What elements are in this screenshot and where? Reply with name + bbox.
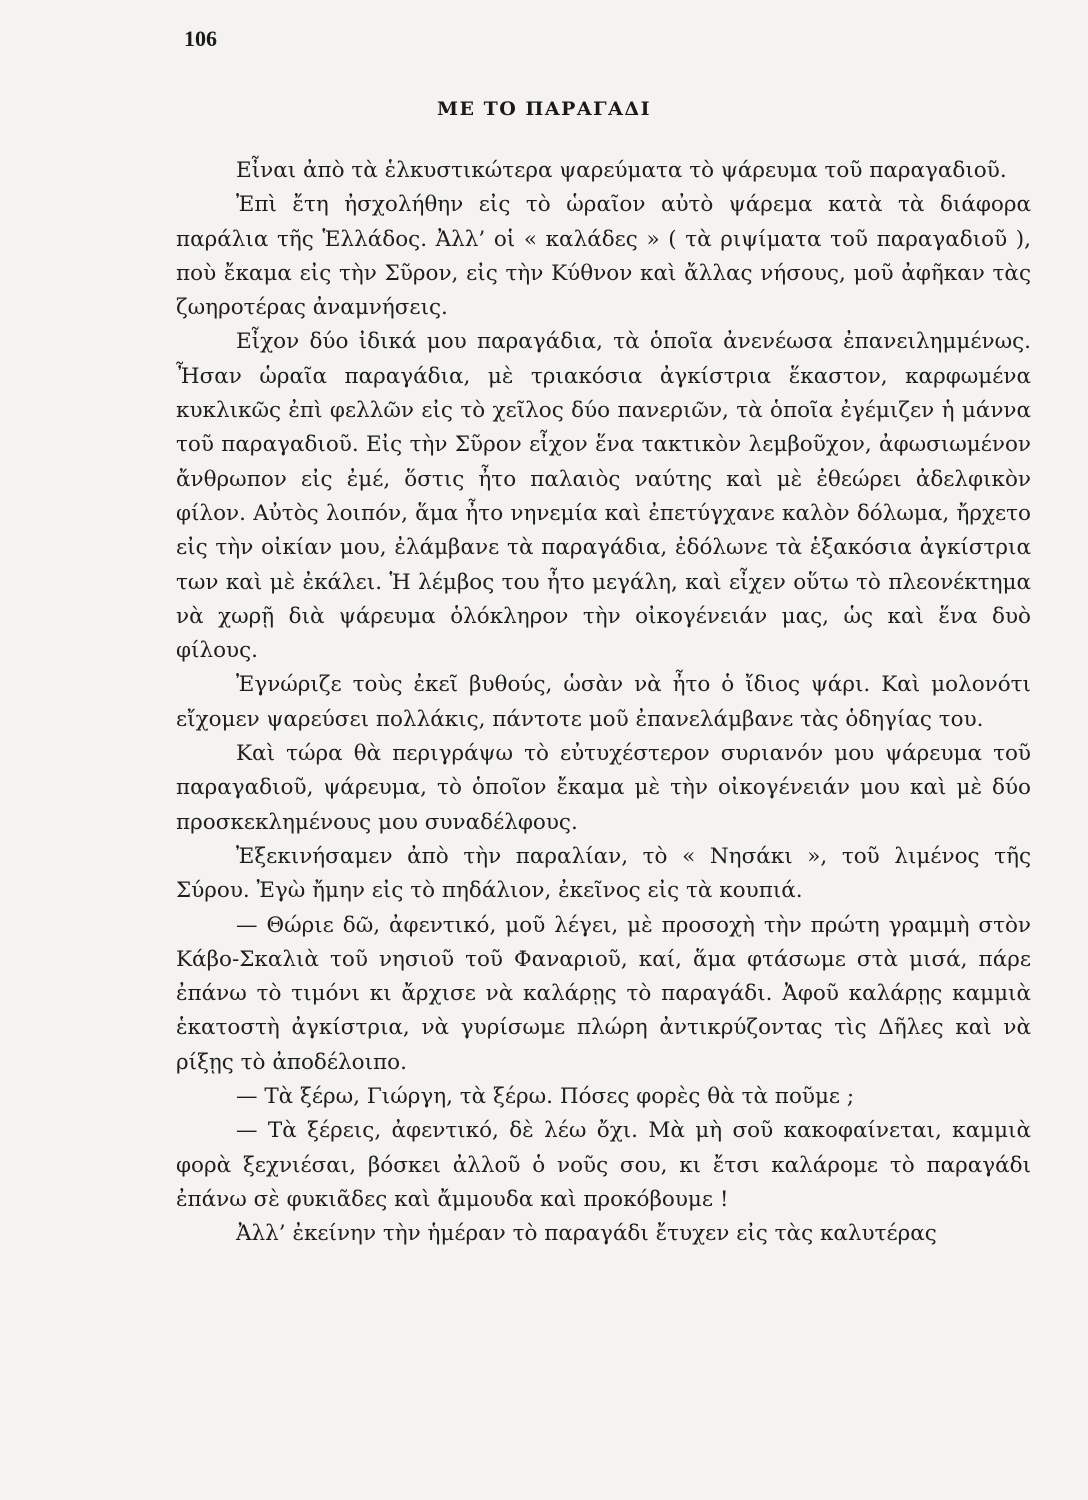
paragraph: — Τὰ ξέρω, Γιώργη, τὰ ξέρω. Πόσες φορὲς θὰ τὰ ποῦμε ;: [236, 1084, 855, 1110]
chapter-title: ΜΕ ΤΟ ΠΑΡΑΓΑΔΙ: [436, 98, 651, 120]
page-number: 106: [184, 26, 217, 51]
paragraph: — Τὰ ξέρεις, ἀφεντικό, δὲ λέω ὄχι. Μὰ μὴ σοῦ κακοφαίνεται, καμμιὰ φορὰ ξεχνιέσαι, βόσκει ἀλλοῦ ὁ νοῦς σου, κι ἔτσι καλάρομε τὸ παραγάδι ἐπάνω σὲ φυκιᾶδες καὶ ἄμμουδα καὶ προκόβουμε !: [176, 1118, 1031, 1212]
paragraph: Εἶχον δύο ἰδικά μου παραγάδια, τὰ ὁποῖα ἀνενέωσα ἐπανειλημμένως. Ἦσαν ὡραῖα παραγάδια, μὲ τριακόσια ἀγκίστρια ἕκαστον, καρφωμένα κυκλικῶς ἐπὶ φελλῶν εἰς τὸ χεῖλος δύο πανεριῶν, τὰ ὁποῖα ἐγέμιζεν ἡ μάννα τοῦ παραγαδιοῦ. Εἰς τὴν Σῦρον εἶχον ἕνα τακτικὸν λεμβοῦχον, ἀφωσιωμένον ἄνθρωπον εἰς ἐμέ, ὅστις ἦτο παλαιὸς ναύτης καὶ μὲ ἐθεώρει ἀδελφικὸν φίλον. Αὐτὸς λοιπόν, ἅμα ἦτο νηνεμία καὶ ἐπετύγχανε καλὸν δόλωμα, ἤρχετο εἰς τὴν οἰκίαν μου, ἐλάμβανε τὰ παραγάδια, ἐδόλωνε τὰ ἑξακόσια ἀγκίστρια των καὶ μὲ ἐκάλει. Ἡ λέμβος του ἦτο μεγάλη, καὶ εἶχεν οὕτω τὸ πλεονέκτημα νὰ χωρῇ διὰ ψάρευμα ὁλόκληρον τὴν οἰκογένειάν μας, ὡς καὶ ἕνα δυὸ φίλους.: [176, 329, 1031, 664]
paragraph: Ἐπὶ ἔτη ἠσχολήθην εἰς τὸ ὡραῖον αὐτὸ ψάρεμα κατὰ τὰ διάφορα παράλια τῆς Ἑλλάδος. Ἀλλ’ οἱ « καλάδες » ( τὰ ριψίματα τοῦ παραγαδιοῦ ), ποὺ ἔκαμα εἰς τὴν Σῦρον, εἰς τὴν Κύθνον καὶ ἄλλας νήσους, μοῦ ἀφῆκαν τὰς ζωηροτέρας ἀναμνήσεις.: [176, 192, 1031, 321]
paragraph: — Θώριε δῶ, ἀφεντικό, μοῦ λέγει, μὲ προσοχὴ τὴν πρώτη γραμμὴ στὸν Κάβο-Σκαλιὰ τοῦ νησιοῦ τοῦ Φαναριοῦ, καί, ἅμα φτάσωμε στὰ μισά, πάρε ἐπάνω τὸ τιμόνι κι ἄρχισε νὰ καλάρῃς τὸ παραγάδι. Ἀφοῦ καλάρῃς καμμιὰ ἑκατοστὴ ἀγκίστρια, νὰ γυρίσωμε πλώρη ἀντικρύζοντας τὶς Δῆλες καὶ νὰ ρίξῃς τὸ ἀποδέλοιπο.: [176, 912, 1031, 1075]
paragraph: Εἶναι ἀπὸ τὰ ἑλκυστικώτερα ψαρεύματα τὸ ψάρευμα τοῦ παραγαδιοῦ.: [236, 158, 1007, 183]
paragraph: Ἐγνώριζε τοὺς ἐκεῖ βυθούς, ὡσὰν νὰ ἦτο ὁ ἴδιος ψάρι. Καὶ μολονότι εἴχομεν ψαρεύσει πολλάκις, πάντοτε μοῦ ἐπανελάμβανε τὰς ὁδηγίας του.: [176, 672, 1031, 732]
paragraph: Καὶ τώρα θὰ περιγράψω τὸ εὐτυχέστερον συριανόν μου ψάρευμα τοῦ παραγαδιοῦ, ψάρευμα, τὸ ὁποῖον ἔκαμα μὲ τὴν οἰκογένειάν μου καὶ μὲ δύο προσκεκλημένους μου συναδέλφους.: [176, 741, 1031, 835]
paragraph: Ἀλλ’ ἐκείνην τὴν ἡμέραν τὸ παραγάδι ἔτυχεν εἰς τὰς καλυτέρας: [236, 1221, 937, 1247]
paragraph: Ἐξεκινήσαμεν ἀπὸ τὴν παραλίαν, τὸ « Νησάκι », τοῦ λιμένος τῆς Σύρου. Ἐγὼ ἤμην εἰς τὸ πηδάλιον, ἐκεῖνος εἰς τὰ κουπιά.: [176, 843, 1031, 904]
body-text: [176, 154, 1031, 1252]
